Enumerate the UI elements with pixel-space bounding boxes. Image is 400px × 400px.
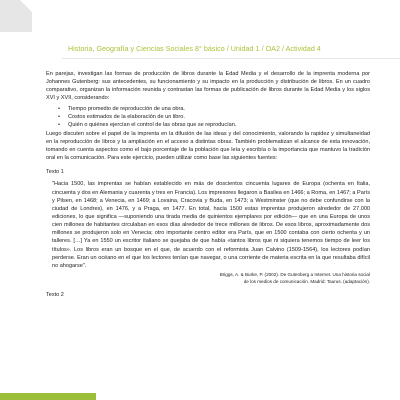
considerations-list — [46, 105, 370, 129]
citation-line: Briggs, A. & Burke, P. (2002). De Gutenberg a Internet. Una historia social — [219, 272, 370, 278]
texto-2-heading: Texto 2 — [46, 292, 64, 299]
intro-paragraph: En parejas, investigan las formas de producción de libros durante la Edad Media y el desarrollo de la imprenta moderna por Johannes Gutenberg: sus antecedentes, su funcionamiento y su impacto en la producción y distribución de libros. En un cuadro comparativo, organizan la información reunida y contrastan las formas de publicación de libros durante la Edad Media y los siglos XVI y XVII, considerando: — [46, 71, 370, 102]
footer-accent-bar — [0, 393, 96, 400]
logo-notch — [20, 0, 32, 12]
page-breadcrumb: Historia, Geografía y Ciencias Sociales 8° básico / Unidad 1 / OA2 / Actividad 4 — [68, 45, 321, 53]
citation-line: de los medios de comunicación. Madrid: Taurus. (adaptación). — [243, 278, 370, 284]
list-item: • Quién o quiénes ejercían el control de las obras que se reproducían. — [68, 121, 370, 129]
texto-1-heading: Texto 1 — [46, 169, 64, 176]
logo — [0, 0, 32, 32]
texto-1-quote: "Hacia 1500, las imprentas se habían establecido en más de doscientos cincuenta lugares de Europa (ochenta en Italia, cincuenta y dos en Alemania y cuarenta y tres en Francia). Los impresores llegaron a Basilea en 1466; a Roma, en 1467; a París y Pilsen, en 1468; a Venecia, en 1469; a Lovaina, Cracovia y Buda, en 1473; a Westminster (que no debe confundirse con la ciudad de Londres), en 1476, y a Praga, en 1477. En total, hacia 1500 estas imprentas produjeron alrededor de 27.000 ediciones, lo que significa —suponiendo una tirada media de quinientos ejemplares por edición— que en una Europa de unos cien millones de habitantes circulaban en esos días alrededor de trece millones de libros. De esos libros, aproximadamente dos millones se produjeron solo en Venecia; otro importante centro editor era París, que en 1500 contaba con cierto ochenta y un talleres. […] Ya en 1550 un escritor italiano se quejaba de que había «tantos libros que ni siquiera tenemos tiempo de leer los títulos». Los libros eran un bosque en el que, de acuerdo con el reformista Juan Calvino (1509-1564), los lectores podían perderse. Eran un océano en el que los lectores tenían que navegar, o una corriente de materia escrita en la que resultaba difícil no ahogarse". — [52, 181, 370, 269]
discussion-paragraph: Luego discuten sobre el papel de la imprenta en la difusión de las ideas y del conocimiento, valorando la rapidez y simultaneidad en la reproducción de libros y la ampliación en el acceso a distintas obras. También problematizan el alcance de esta innovación, tomando en cuenta aspectos como el bajo porcentaje de la población que leía y escribía o la importancia que mantuvo la tradición oral en la comunicación. Para este ejercicio, pueden utilizar como base las siguientes fuentes: — [46, 130, 370, 162]
texto-1-citation — [46, 272, 370, 285]
list-item: • Tiempo promedio de reproducción de una obra. — [68, 105, 370, 113]
header-divider — [62, 58, 400, 59]
document-body — [46, 70, 370, 303]
list-item: • Costos estimados de la elaboración de un libro. — [68, 113, 370, 121]
